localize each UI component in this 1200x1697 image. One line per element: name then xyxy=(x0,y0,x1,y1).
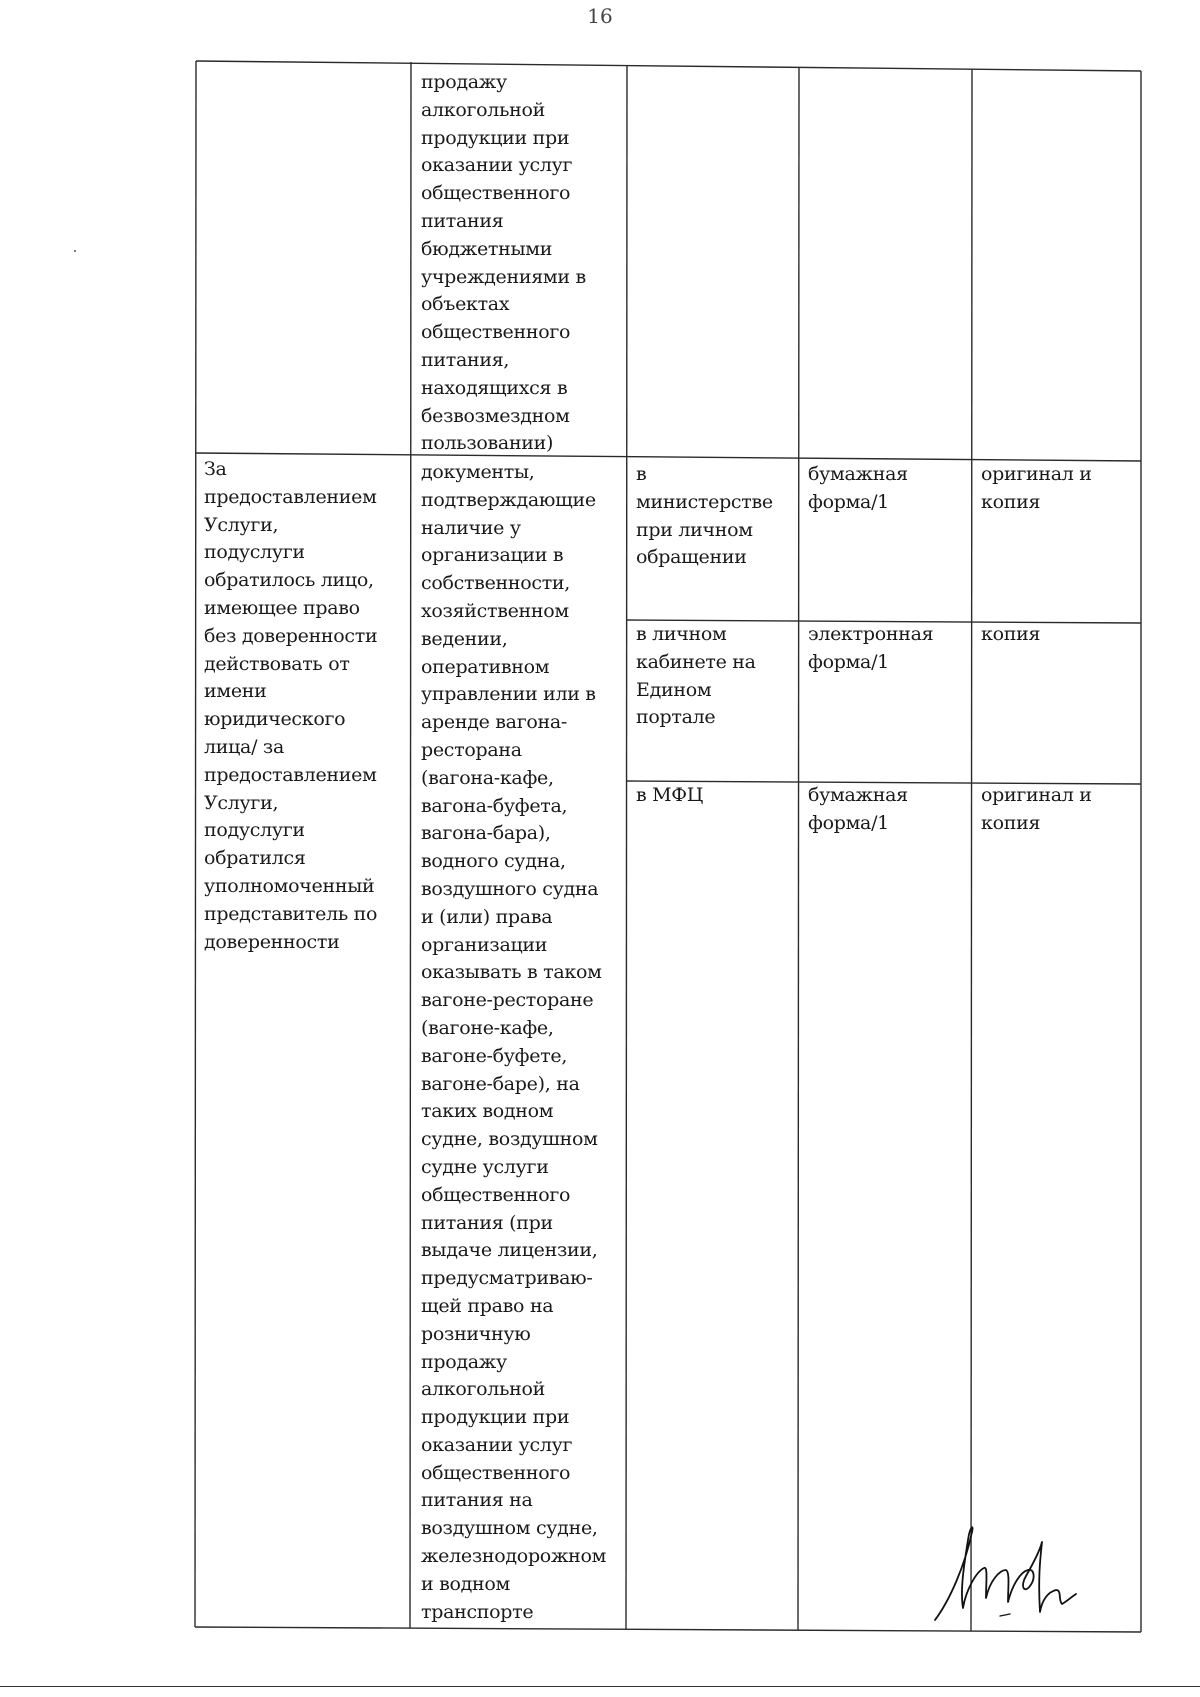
table-border-left xyxy=(195,61,196,1627)
table-cell-format-electronic: электронная форма/1 xyxy=(808,623,934,673)
table-cell-document: документы, подтверждающие наличие у организации в собственности, хозяйственном ведении, оперативном управлении или в аренде вагона- ресторана (вагона-кафе, вагона-буфета, вагона-бара), водного судна, воздушного судна и (или) права организации оказывать в таком вагоне-ресторане (вагоне-кафе, вагоне-буфете, вагоне-баре), на таких водном судне, воздушном судне услуги общественного питания (при выдаче лицензии, предусматриваю- щей право на розничную продажу алкогольной продукции при оказании услуг общественного питания на воздушном судне, железнодорожном и водном транспорте xyxy=(421,461,607,1623)
table-cell-applicant: За предоставлением Услуги, подуслуги обратилось лицо, имеющее право без доверенности действовать от имени юридического лица/ за предоставлением Услуги, подуслуги обратился уполномоченный представитель по доверенности xyxy=(204,458,378,953)
page-number: 16 xyxy=(587,4,613,28)
page-bottom-rule xyxy=(0,1686,1200,1687)
table-cell-format-paper: бумажная форма/1 xyxy=(808,784,908,834)
column-divider-4 xyxy=(971,69,972,1631)
table-cell-format-paper: бумажная форма/1 xyxy=(808,463,908,513)
table-border-top xyxy=(196,61,1141,71)
column-divider-2 xyxy=(626,65,627,1629)
column-divider-1 xyxy=(410,62,411,1628)
table-cell-copy-type: копия xyxy=(981,623,1041,645)
table-cell-method-mfc: в МФЦ xyxy=(636,784,704,806)
table-cell-copy-type: оригинал и копия xyxy=(981,463,1092,513)
column-divider-3 xyxy=(798,67,799,1630)
table-cell-method-portal: в личном кабинете на Едином портале xyxy=(636,623,756,729)
table-cell-document-continued: продажу алкогольной продукции при оказании услуг общественного питания бюджетными учреждениями в объектах общественного питания, находящихся в безвозмездном пользовании) xyxy=(421,71,586,455)
table-cell-method-ministry: в министерстве при личном обращении xyxy=(636,463,773,569)
handwritten-signature-icon xyxy=(930,1520,1090,1630)
table-cell-copy-type: оригинал и копия xyxy=(981,784,1092,834)
